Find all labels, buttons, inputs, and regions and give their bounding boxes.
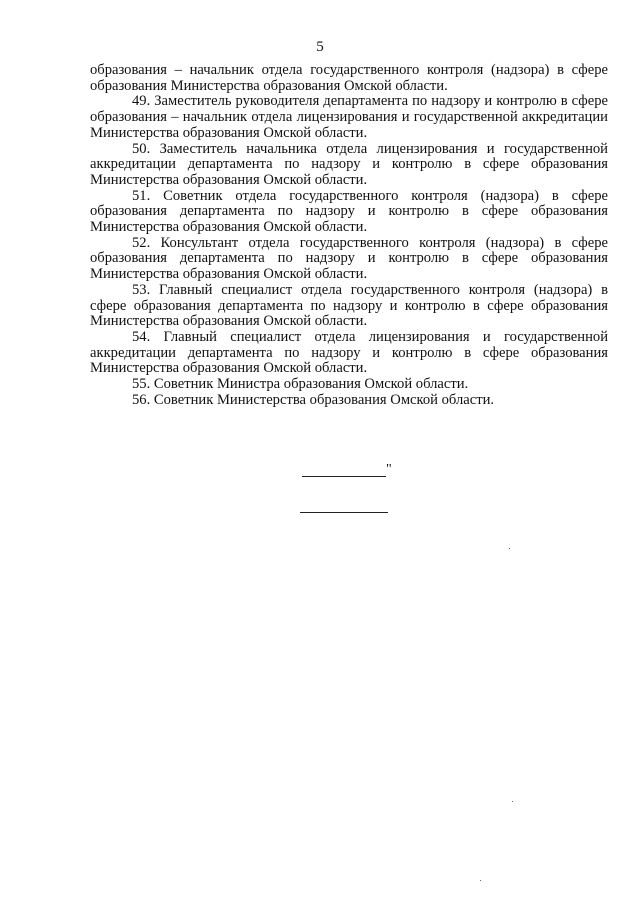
paragraph-continuation: образования – начальник отдела государственного контроля (надзора) в сфере образования Министерства образования Омской области. (90, 62, 608, 94)
list-item-53: 53. Главный специалист отдела государственного контроля (надзора) в сфере образования департамента по надзору и контролю в сфере образования Министерства образования Омской области. (90, 281, 608, 330)
list-item-55: 55. Советник Министра образования Омской области. (132, 376, 469, 393)
scan-speck (480, 880, 481, 881)
page-number: 5 (316, 39, 324, 55)
list-item-52: 52. Консультант отдела государственного контроля (надзора) в сфере образования департамента по надзору и контролю в сфере образования Министерства образования Омской области. (90, 234, 608, 283)
list-item-49: 49. Заместитель руководителя департамента по надзору и контролю в сфере образования – начальник отдела лицензирования и государственной аккредитации Министерства образования Омской области. (90, 93, 608, 141)
closing-quote-mark: " (386, 462, 392, 477)
scan-speck (509, 548, 510, 549)
list-item-51: 51. Советник отдела государственного контроля (надзора) в сфере образования департамента по надзору и контролю в сфере образования Министерства образования Омской области. (90, 187, 608, 236)
document-body (90, 63, 608, 408)
list-item-50: 50. Заместитель начальника отдела лицензирования и государственной аккредитации департамента по надзору и контролю в сфере образования Министерства образования Омской области. (90, 140, 608, 188)
end-separator-line (300, 512, 388, 513)
closing-underline (302, 476, 386, 477)
list-item-56: 56. Советник Министерства образования Омской области. (132, 391, 495, 408)
list-item-54: 54. Главный специалист отдела лицензирования и государственной аккредитации департамента по надзору и контролю в сфере образования Министерства образования Омской области. (90, 328, 608, 377)
scan-speck (512, 801, 513, 802)
